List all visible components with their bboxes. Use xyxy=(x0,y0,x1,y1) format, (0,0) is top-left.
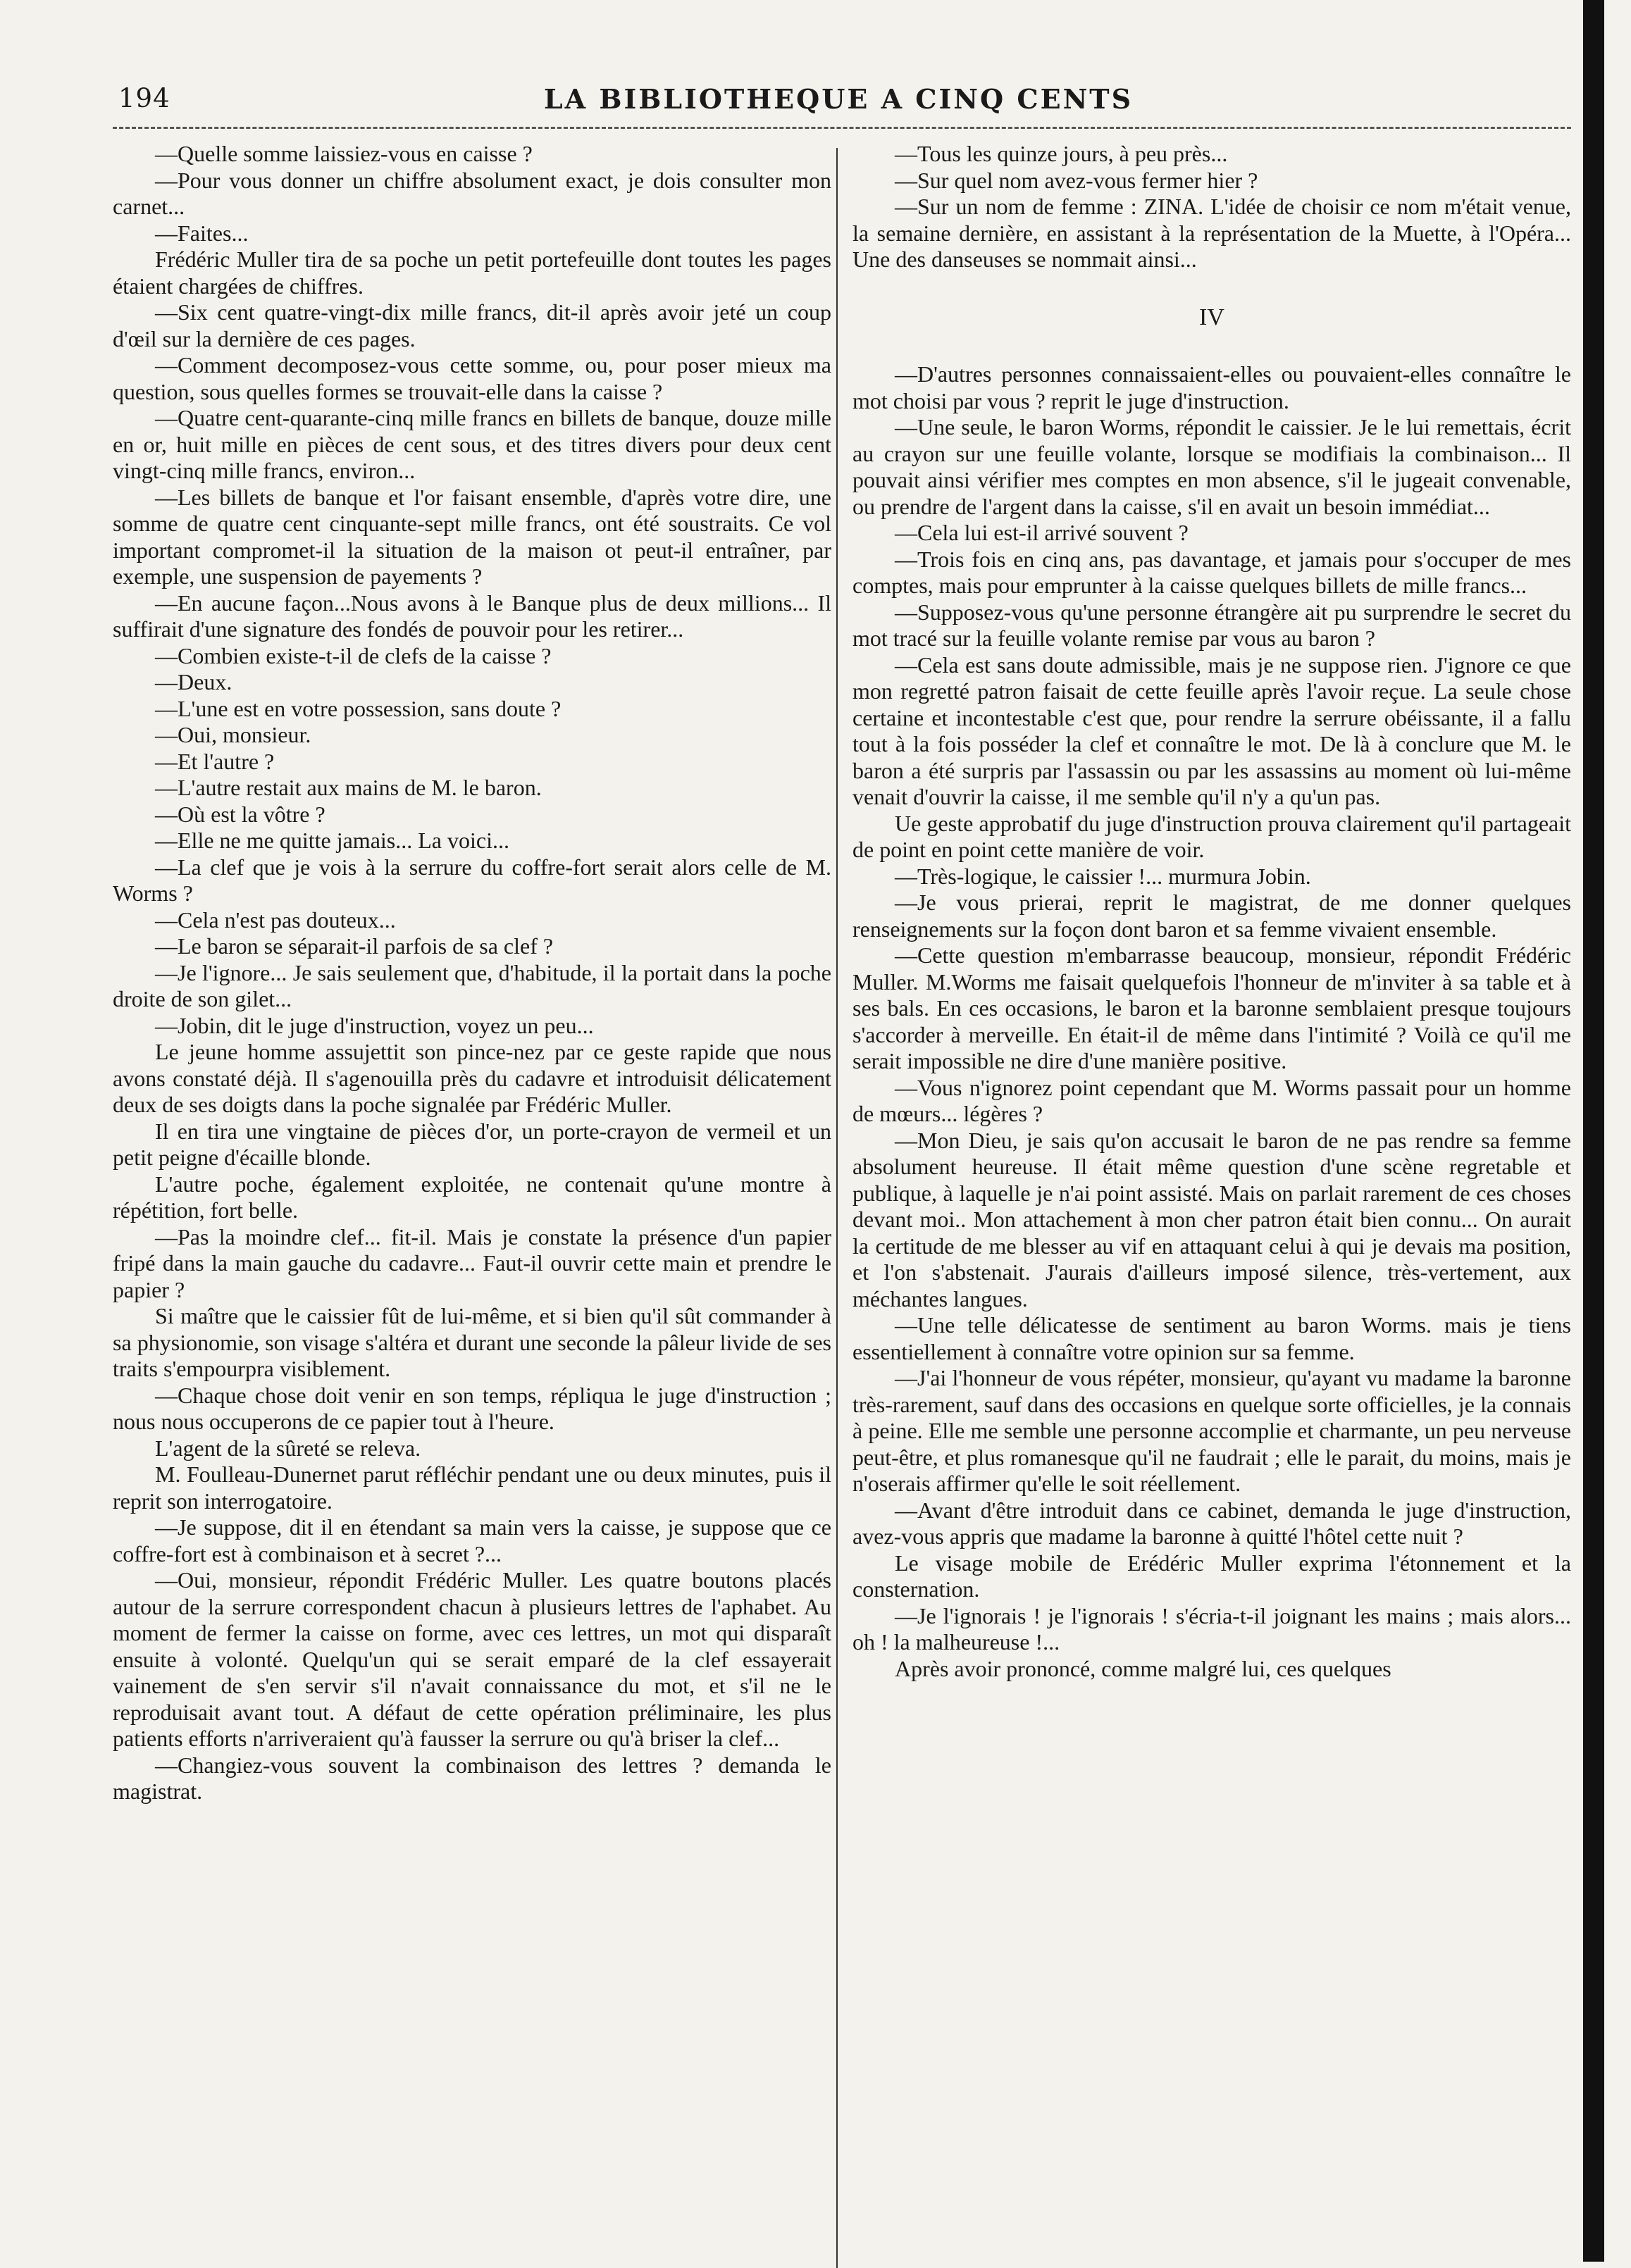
paragraph: —Je l'ignorais ! je l'ignorais ! s'écria-t-il joignant les mains ; mais alors... oh ! la malheureuse !... xyxy=(852,1602,1571,1655)
paragraph: —Cette question m'embarrasse beaucoup, monsieur, répondit Frédéric Muller. M.Worms me faisait quelquefois l'honneur de m'inviter à sa table et à ses bals. En ces occasions, le baron et la baronne semblaient presque toujours s'accorder à merveille. En était-il de même dans l'intimité ? Voilà ce qu'il me serait impossible ne dire d'une manière positive. xyxy=(852,942,1571,1073)
paragraph: —Changiez-vous souvent la combinaison des lettres ? demanda le magistrat. xyxy=(113,1752,831,1804)
paragraph: —L'une est en votre possession, sans doute ? xyxy=(155,695,562,721)
paragraph: —Cela est sans doute admissible, mais je ne suppose rien. J'ignore ce que mon regretté patron faisait de cette feuille après l'avoir reçue. La seule chose certaine et incontestable c'est que, pour rendre la serrure obéissante, il a fallu tout à la fois posséder la clef et connaître le mot. De là à conclure que M. le baron a été surpris par l'assassin ou par les assassins au moment où lui-même venait d'ouvrir la caisse, il me semble qu'il n'y a qu'un pas. xyxy=(852,652,1571,809)
paragraph: —Je l'ignore... Je sais seulement que, d'habitude, il la portait dans la poche droite de son gilet... xyxy=(113,959,831,1011)
paragraph: —En aucune façon...Nous avons à le Banque plus de deux millions... Il suffirait d'une signature des fondés de pouvoir pour les retirer... xyxy=(113,590,831,642)
paragraph: Il en tira une vingtaine de pièces d'or, un porte-crayon de vermeil et un petit peigne d'écaille blonde. xyxy=(113,1118,831,1170)
paragraph: —Le baron se séparait-il parfois de sa clef ? xyxy=(155,933,554,959)
paragraph: —Je suppose, dit il en étendant sa main vers la caisse, je suppose que ce coffre-fort est à combinaison et à secret ?... xyxy=(113,1514,831,1566)
paragraph: L'agent de la sûreté se releva. xyxy=(155,1435,421,1461)
right-column xyxy=(852,141,1571,1682)
header-rule xyxy=(113,127,1571,129)
paragraph: Le visage mobile de Erédéric Muller exprima l'étonnement et la consternation. xyxy=(852,1550,1571,1602)
paragraph: —Pour vous donner un chiffre absolument exact, je dois consulter mon carnet... xyxy=(113,167,831,219)
paragraph: —La clef que je vois à la serrure du coffre-fort serait alors celle de M. Worms ? xyxy=(113,854,831,906)
running-title: LA BIBLIOTHEQUE A CINQ CENTS xyxy=(543,83,1134,115)
paragraph: —Et l'autre ? xyxy=(155,748,275,774)
paragraph: —L'autre restait aux mains de M. le baron. xyxy=(155,775,542,800)
left-column xyxy=(113,141,831,1805)
paragraph: —Elle ne me quitte jamais... La voici... xyxy=(155,828,509,853)
page-header xyxy=(106,83,1571,125)
column-divider xyxy=(836,148,838,2268)
paragraph: Le jeune homme assujettit son pince-nez par ce geste rapide que nous avons constaté déjà. Il s'agenouilla près du cadavre et introduisit délicatement deux de ses doigts dans la poche signalée par Frédéric Muller. xyxy=(113,1039,831,1117)
right-column-top xyxy=(852,141,1571,273)
right-column-bottom xyxy=(852,361,1571,1682)
paragraph: —Oui, monsieur, répondit Frédéric Muller. Les quatre boutons placés autour de la serrure correspondent chacun à plusieurs lettres de l'aphabet. Au moment de fermer la caisse on forme, avec ces lettres, un mot qui disparaît ensuite à volonté. Quelqu'un qui se serait emparé de la clef essayerait vainement de s'en servir s'il n'avait connaissance du mot, et s'il ne le reproduisait avant tout. A défaut de cette opération préliminaire, les plus patients efforts n'arriveraient qu'à fausser la serrure ou qu'à briser la clef... xyxy=(113,1567,831,1751)
paragraph: —Oui, monsieur. xyxy=(155,722,311,747)
paragraph: —Sur un nom de femme : ZINA. L'idée de choisir ce nom m'était venue, la semaine dernière, en assistant à la représentation de la Muette, à l'Opéra... Une des danseuses se nommait ainsi... xyxy=(852,194,1571,272)
paragraph: —Six cent quatre-vingt-dix mille francs, dit-il après avoir jeté un coup d'œil sur la dernière de ces pages. xyxy=(113,299,831,351)
paragraph: —Pas la moindre clef... fit-il. Mais je constate la présence d'un papier fripé dans la main gauche du cadavre... Faut-il ouvrir cette main et prendre le papier ? xyxy=(113,1223,831,1302)
paragraph: —Mon Dieu, je sais qu'on accusait le baron de ne pas rendre sa femme absolument heureuse. Il était même question d'une scène regretable et publique, à laquelle je n'ai point assisté. Mais on parlait rarement de ces choses devant moi.. Mon attachement à mon cher patron était bien connu... On aurait la certitude de me blesser au vif en attaquant celui à qui je devais ma position, et l'on s'abstenait. J'aurais d'ailleurs imposé silence, très-vertement, aux méchantes langues. xyxy=(852,1127,1571,1311)
paragraph: —Avant d'être introduit dans ce cabinet, demanda le juge d'instruction, avez-vous appris que madame la baronne à quitté l'hôtel cette nuit ? xyxy=(852,1497,1571,1549)
paragraph: —Je vous prierai, reprit le magistrat, de me donner quelques renseignements sur la foçon dont baron et sa femme vivaient ensemble. xyxy=(852,890,1571,942)
paragraph: —Où est la vôtre ? xyxy=(155,801,325,827)
paragraph: —D'autres personnes connaissaient-elles ou pouvaient-elles connaître le mot choisi par vous ? reprit le juge d'instruction. xyxy=(852,361,1571,413)
paragraph: —Les billets de banque et l'or faisant ensemble, d'après votre dire, une somme de quatre cent cinquante-sept mille francs, ont été soustraits. Ce vol important compromet-il la situation de la maison ot peut-il entraîner, par exemple, une suspension de payements ? xyxy=(113,484,831,589)
paragraph: —Quelle somme laissiez-vous en caisse ? xyxy=(155,141,533,166)
paragraph: —Sur quel nom avez-vous fermer hier ? xyxy=(895,167,1258,193)
paragraph: Après avoir prononcé, comme malgré lui, ces quelques xyxy=(895,1655,1391,1681)
paragraph: Frédéric Muller tira de sa poche un petit portefeuille dont toutes les pages étaient chargées de chiffres. xyxy=(113,247,831,299)
paragraph: —Faites... xyxy=(155,220,249,246)
paragraph: —Comment decomposez-vous cette somme, ou, pour poser mieux ma question, sous quelles formes se trouvait-elle dans la caisse ? xyxy=(113,352,831,404)
paragraph: —Supposez-vous qu'une personne étrangère ait pu surprendre le secret du mot tracé sur la feuille volante remise par vous au baron ? xyxy=(852,599,1571,651)
paragraph: —Combien existe-t-il de clefs de la caisse ? xyxy=(155,642,552,668)
paragraph: —Jobin, dit le juge d'instruction, voyez un peu... xyxy=(155,1012,594,1038)
paragraph: —Trois fois en cinq ans, pas davantage, et jamais pour s'occuper de mes comptes, mais pour emprunter à la caisse quelques billets de mille francs... xyxy=(852,546,1571,598)
paragraph: —Quatre cent-quarante-cinq mille francs en billets de banque, douze mille en or, huit mille en pièces de cent sous, et des titres divers pour deux cent vingt-cinq mille francs, environ... xyxy=(113,405,831,483)
paragraph: —Deux. xyxy=(155,669,232,694)
page-edge-bar xyxy=(1583,0,1604,2262)
paragraph: M. Foulleau-Dunernet parut réfléchir pendant une ou deux minutes, puis il reprit son interrogatoire. xyxy=(113,1462,831,1514)
paragraph: Ue geste approbatif du juge d'instruction prouva clairement qu'il partageait de point en point cette manière de voir. xyxy=(852,810,1571,862)
paragraph: —Cela n'est pas douteux... xyxy=(155,906,396,933)
paragraph: —Une telle délicatesse de sentiment au baron Worms. mais je tiens essentiellement à connaître votre opinion sur sa femme. xyxy=(852,1312,1571,1364)
paragraph: —Cela lui est-il arrivé souvent ? xyxy=(895,520,1189,545)
paragraph: —Tous les quinze jours, à peu près... xyxy=(895,141,1228,166)
paragraph: —Chaque chose doit venir en son temps, répliqua le juge d'instruction ; nous nous occuperons de ce papier tout à l'heure. xyxy=(113,1382,831,1434)
paragraph: —Vous n'ignorez point cependant que M. Worms passait pour un homme de mœurs... légères ? xyxy=(852,1074,1571,1126)
page-number: 194 xyxy=(118,83,170,113)
paragraph: L'autre poche, également exploitée, ne contenait qu'une montre à répétition, fort belle. xyxy=(113,1171,831,1223)
paragraph: —Une seule, le baron Worms, répondit le caissier. Je le lui remettais, écrit au crayon sur une feuille volante, lorsque se modifiais la combinaison... Il pouvait ainsi vérifier mes comptes en mon absence, s'il le jugeait convenable, ou prendre de l'argent dans la caisse, s'il en avait un besoin immédiat... xyxy=(852,414,1571,519)
paragraph: —J'ai l'honneur de vous répéter, monsieur, qu'ayant vu madame la baronne très-rarement, sauf dans des occasions en quelque sorte officielles, je la connais à peine. Elle me semble une personne accomplie et charmante, un peu nerveuse peut-être, et plus romanesque qu'il ne faudrait ; elle le parait, du moins, mais je n'oserais affirmer qu'elle le soit réellement. xyxy=(852,1365,1571,1496)
paragraph: —Très-logique, le caissier !... murmura Jobin. xyxy=(895,863,1311,889)
paragraph: Si maître que le caissier fût de lui-même, et si bien qu'il sût commander à sa physionomie, son visage s'altéra et durant une seconde la pâleur livide de ses traits s'empourpra visiblement. xyxy=(113,1303,831,1381)
section-heading: IV xyxy=(1199,304,1224,330)
